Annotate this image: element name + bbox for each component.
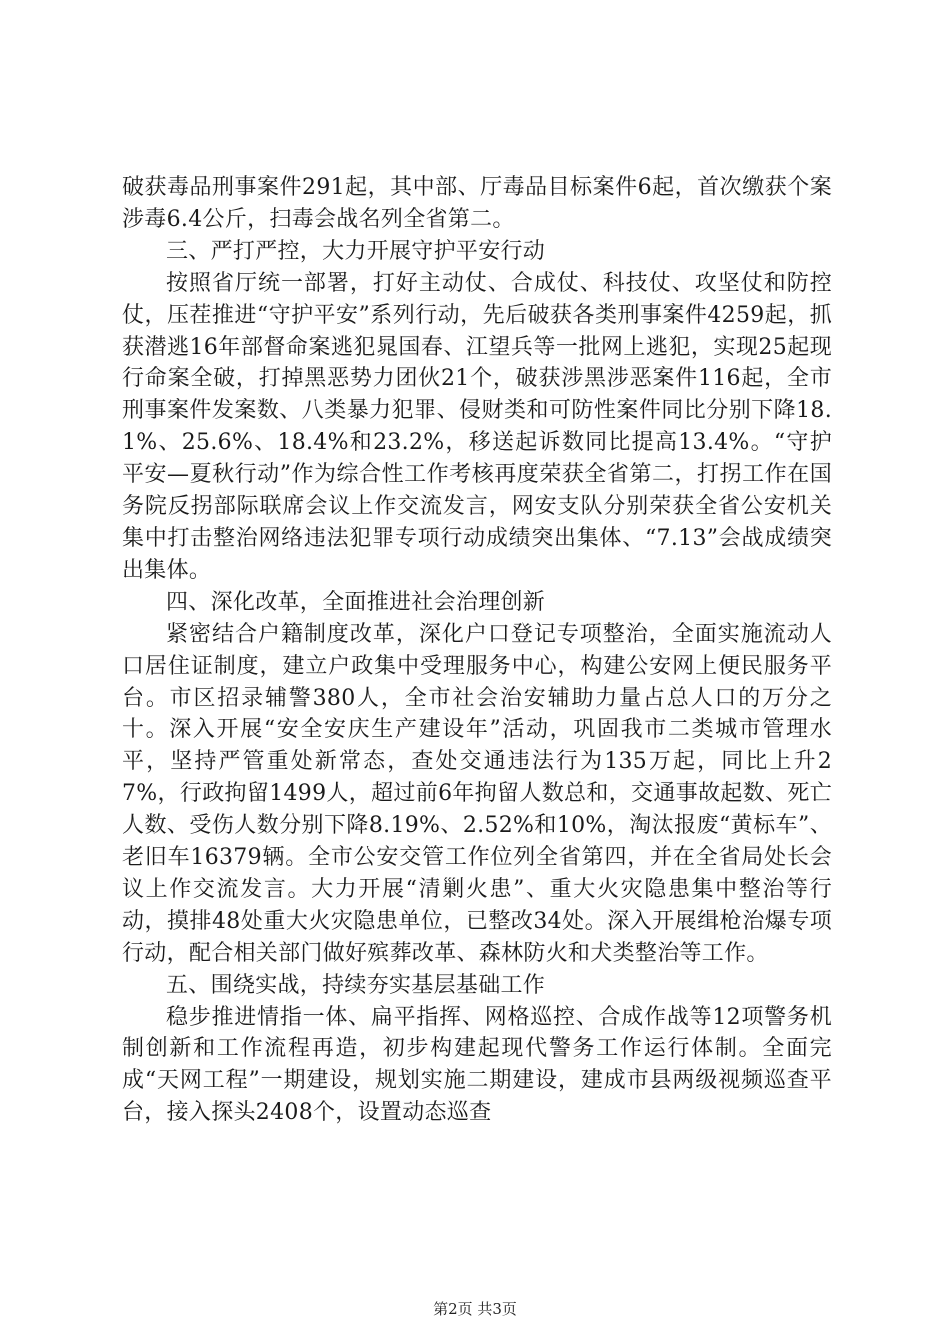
section-heading-3: 三、严打严控，大力开展守护平安行动: [166, 238, 546, 264]
paragraph-guard-safety: 按照省厅统一部署，打好主动仗、合成仗、科技仗、攻坚仗和防控仗，压茬推进“守护平安”系列行动，先后破获各类刑事案件4259起，抓获潜逃16年部督命案逃犯晁国春、江望兵等一批网上逃犯，实现25起现行命案全破，打掉黑恶势力团伙21个，破获涉黑涉恶案件116起，全市刑事案件发案数、八类暴力犯罪、侵财类和可防性案件同比分别下降18.1%、25.6%、18.4%和23.2%，移送起诉数同比提高13.4%。“守护平安—夏秋行动”作为综合性工作考核再度荣获全省第二，打拐工作在国务院反拐部际联席会议上作交流发言，网安支队分别荣获全省公安机关集中打击整治网络违法犯罪专项行动成绩突出集体、“7.13”会战成绩突出集体。: [122, 270, 832, 583]
paragraph-social-governance: 紧密结合户籍制度改革，深化户口登记专项整治，全面实施流动人口居住证制度，建立户政集中受理服务中心，构建公安网上便民服务平台。市区招录辅警380人，全市社会治安辅助力量占总人口的万分之十。深入开展“安全安庆生产建设年”活动，巩固我市二类城市管理水平，坚持严管重处新常态，查处交通违法行为135万起，同比上升27%，行政拘留1499人，超过前6年拘留人数总和，交通事故起数、死亡人数、受伤人数分别下降8.19%、2.52%和10%，淘汰报废“黄标车”、老旧车16379辆。全市公安交管工作位列全省第四，并在全省局处长会议上作交流发言。大力开展“清剿火患”、重大火灾隐患集中整治等行动，摸排48处重大火灾隐患单位，已整改34处。深入开展缉枪治爆专项行动，配合相关部门做好殡葬改革、森林防火和犬类整治等工作。: [122, 621, 832, 966]
page-number-footer: 第2页 共3页: [433, 1300, 517, 1318]
section-heading-4: 四、深化改革，全面推进社会治理创新: [166, 589, 546, 615]
paragraph-drug-cases: 破获毒品刑事案件291起，其中部、厅毒品目标案件6起，首次缴获个案涉毒6.4公斤，扫毒会战名列全省第二。: [122, 175, 832, 232]
document-body: [122, 172, 832, 1129]
paragraph-grassroots-work: 稳步推进情指一体、扁平指挥、网格巡控、合成作战等12项警务机制创新和工作流程再造，初步构建起现代警务工作运行体制。全面完成“天网工程”一期建设，规划实施二期建设，建成市县两级视频巡查平台，接入探头2408个，设置动态巡查: [122, 1004, 832, 1126]
section-heading-5: 五、围绕实战，持续夯实基层基础工作: [166, 972, 546, 998]
